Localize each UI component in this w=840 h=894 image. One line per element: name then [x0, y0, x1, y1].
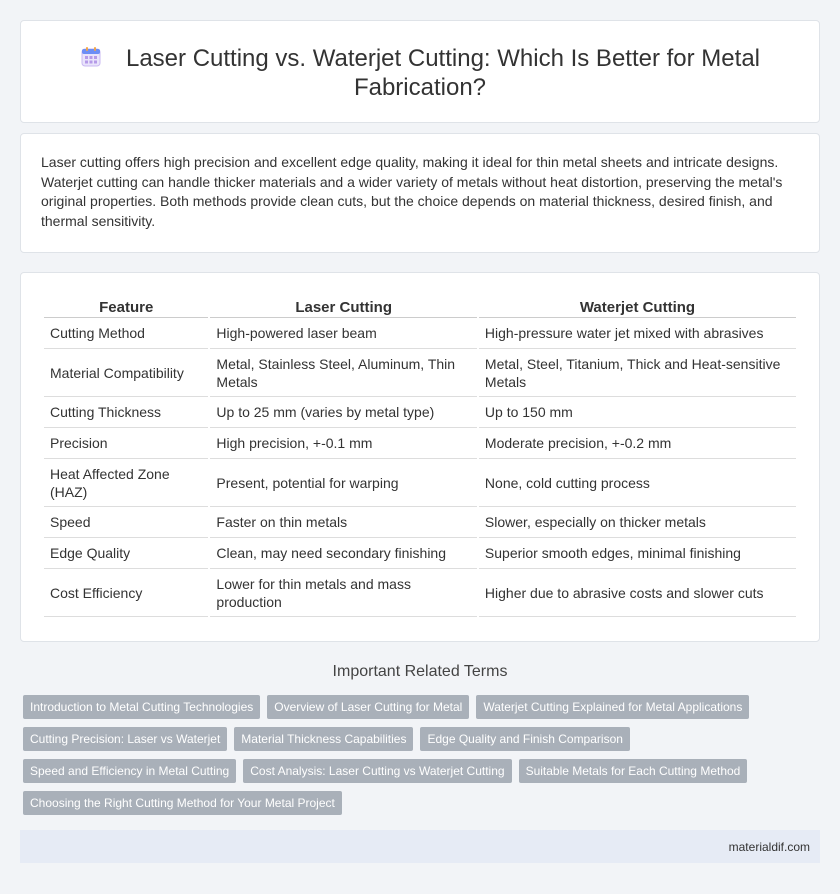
laser-cell: Up to 25 mm (varies by metal type)	[210, 397, 477, 428]
header-laser: Laser Cutting	[210, 296, 477, 318]
waterjet-cell: None, cold cutting process	[479, 459, 796, 507]
related-term-link[interactable]: Waterjet Cutting Explained for Metal Applications	[476, 695, 749, 719]
intro-paragraph: Laser cutting offers high precision and excellent edge quality, making it ideal for thin metal sheets and intricate designs. Waterjet cutting can handle thicker materials and a wider variety of metals without heat distortion, preserving the metal's original properties. Both methods provide clean cuts, but the choice depends on material thickness, desired finish, and thermal sensitivity.	[41, 154, 783, 229]
related-term-link[interactable]: Edge Quality and Finish Comparison	[420, 727, 629, 751]
related-terms-heading: Important Related Terms	[332, 663, 508, 680]
related-term-link[interactable]: Material Thickness Capabilities	[234, 727, 413, 751]
waterjet-cell: Higher due to abrasive costs and slower cuts	[479, 569, 796, 617]
waterjet-cell: Metal, Steel, Titanium, Thick and Heat-sensitive Metals	[479, 349, 796, 397]
table-row	[44, 397, 796, 428]
title-card	[20, 20, 820, 123]
table-header-row	[44, 296, 796, 318]
related-term-link[interactable]: Overview of Laser Cutting for Metal	[267, 695, 469, 719]
feature-cell: Speed	[44, 507, 208, 538]
table-row	[44, 349, 796, 397]
table-row	[44, 459, 796, 507]
laser-cell: High-powered laser beam	[210, 318, 477, 349]
footer	[20, 830, 820, 863]
waterjet-cell: Superior smooth edges, minimal finishing	[479, 538, 796, 569]
related-term-link[interactable]: Cutting Precision: Laser vs Waterjet	[23, 727, 227, 751]
waterjet-cell: Moderate precision, +-0.2 mm	[479, 428, 796, 459]
comparison-card	[20, 272, 820, 642]
laser-cell: Present, potential for warping	[210, 459, 477, 507]
laser-cell: High precision, +-0.1 mm	[210, 428, 477, 459]
table-row	[44, 569, 796, 617]
laser-cell: Faster on thin metals	[210, 507, 477, 538]
feature-cell: Cutting Thickness	[44, 397, 208, 428]
related-term-link[interactable]: Cost Analysis: Laser Cutting vs Waterjet Cutting	[243, 759, 511, 783]
laser-cell: Metal, Stainless Steel, Aluminum, Thin Metals	[210, 349, 477, 397]
table-row	[44, 318, 796, 349]
table-row	[44, 538, 796, 569]
related-term-link[interactable]: Suitable Metals for Each Cutting Method	[519, 759, 748, 783]
feature-cell: Cutting Method	[44, 318, 208, 349]
feature-cell: Heat Affected Zone (HAZ)	[44, 459, 208, 507]
feature-cell: Precision	[44, 428, 208, 459]
title-wrap	[21, 44, 819, 102]
table-row	[44, 428, 796, 459]
footer-site-link[interactable]: materialdif.com	[728, 840, 810, 854]
related-term-link[interactable]: Introduction to Metal Cutting Technologies	[23, 695, 260, 719]
feature-cell: Edge Quality	[44, 538, 208, 569]
related-term-link[interactable]: Choosing the Right Cutting Method for Your Metal Project	[23, 791, 342, 815]
feature-cell: Cost Efficiency	[44, 569, 208, 617]
table-row	[44, 507, 796, 538]
page-title-text: Laser Cutting vs. Waterjet Cutting: Which Is Better for Metal Fabrication?	[125, 45, 760, 101]
laser-cell: Lower for thin metals and mass production	[210, 569, 477, 617]
related-terms-list	[23, 695, 783, 823]
header-feature: Feature	[44, 296, 208, 318]
calendar-icon	[80, 46, 102, 68]
related-term-link[interactable]: Speed and Efficiency in Metal Cutting	[23, 759, 236, 783]
waterjet-cell: Up to 150 mm	[479, 397, 796, 428]
waterjet-cell: High-pressure water jet mixed with abrasives	[479, 318, 796, 349]
feature-cell: Material Compatibility	[44, 349, 208, 397]
laser-cell: Clean, may need secondary finishing	[210, 538, 477, 569]
intro-card	[20, 133, 820, 253]
waterjet-cell: Slower, especially on thicker metals	[479, 507, 796, 538]
page-title	[21, 44, 819, 102]
comparison-table	[42, 296, 798, 617]
header-waterjet: Waterjet Cutting	[479, 296, 796, 318]
